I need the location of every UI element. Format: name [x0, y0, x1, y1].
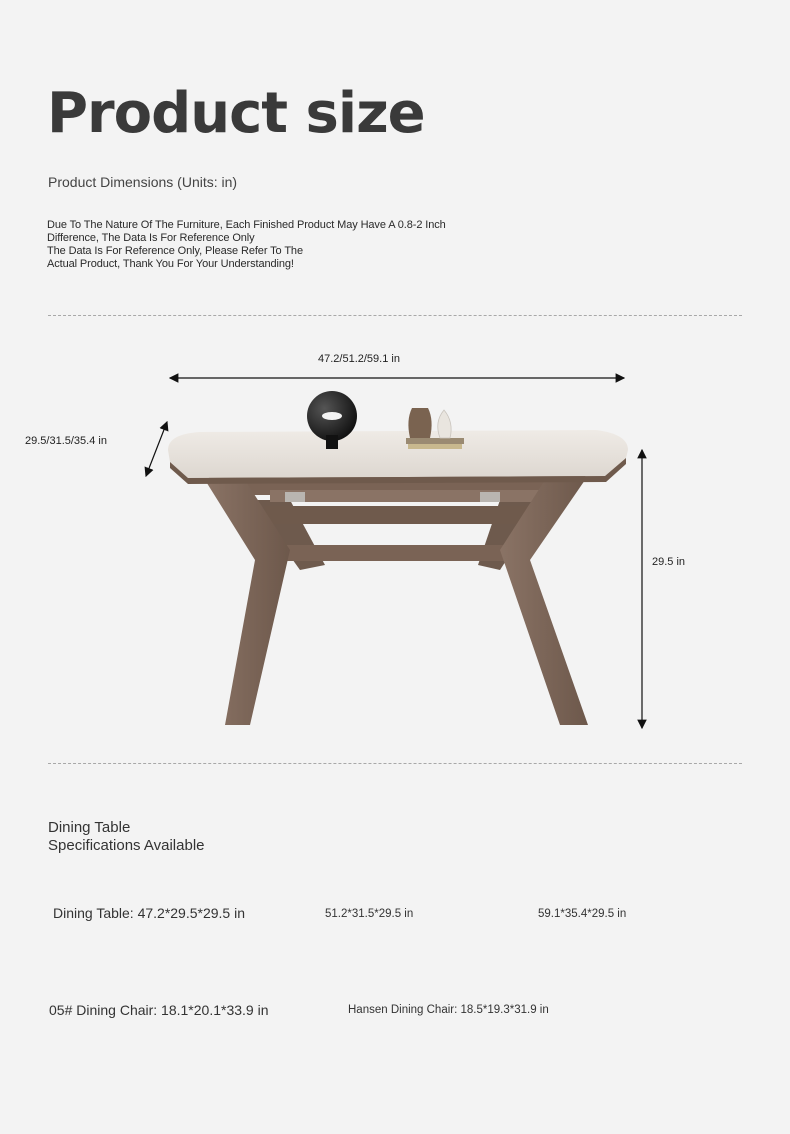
table-dimension-diagram	[0, 330, 790, 740]
height-dimension-label: 29.5 in	[652, 556, 686, 568]
table-hinge	[285, 492, 305, 502]
table-size-spec: 51.2*31.5*29.5 in	[325, 908, 414, 920]
spec-heading-line: Dining Table	[48, 819, 131, 836]
white-vase	[438, 410, 451, 438]
spec-heading-line: Specifications Available	[48, 837, 205, 854]
page-title: Product size	[47, 81, 425, 146]
table-size-spec: 59.1*35.4*29.5 in	[538, 908, 627, 920]
note-line: Actual Product, Thank You For Your Understanding!	[47, 258, 294, 270]
note-line: Due To The Nature Of The Furniture, Each Finished Product May Have A 0.8-2 Inch	[47, 219, 446, 231]
black-vase-base	[326, 435, 338, 449]
chair-size-spec: 05# Dining Chair: 18.1*20.1*33.9 in	[49, 1002, 269, 1018]
table-size-spec: Dining Table: 47.2*29.5*29.5 in	[53, 905, 246, 921]
chair-size-spec: Hansen Dining Chair: 18.5*19.3*31.9 in	[348, 1004, 549, 1016]
book-stack	[408, 444, 462, 449]
width-dimension-label: 47.2/51.2/59.1 in	[318, 353, 400, 365]
table-under-frame	[265, 506, 545, 524]
tabletop	[168, 430, 628, 478]
bottom-divider	[48, 763, 742, 764]
table-stretcher	[270, 545, 530, 561]
specifications-heading	[48, 819, 205, 855]
depth-arrow	[146, 422, 167, 476]
note-line: The Data Is For Reference Only, Please Refer To The	[47, 245, 303, 257]
disclaimer-note	[47, 219, 446, 271]
brown-vase	[408, 408, 431, 438]
depth-dimension-label: 29.5/31.5/35.4 in	[25, 435, 107, 447]
book-stack	[406, 438, 464, 444]
page-subtitle: Product Dimensions (Units: in)	[48, 174, 238, 190]
table-hinge	[480, 492, 500, 502]
note-line: Difference, The Data Is For Reference Only	[47, 232, 255, 244]
top-divider	[48, 315, 742, 316]
black-vase-opening	[322, 412, 342, 420]
